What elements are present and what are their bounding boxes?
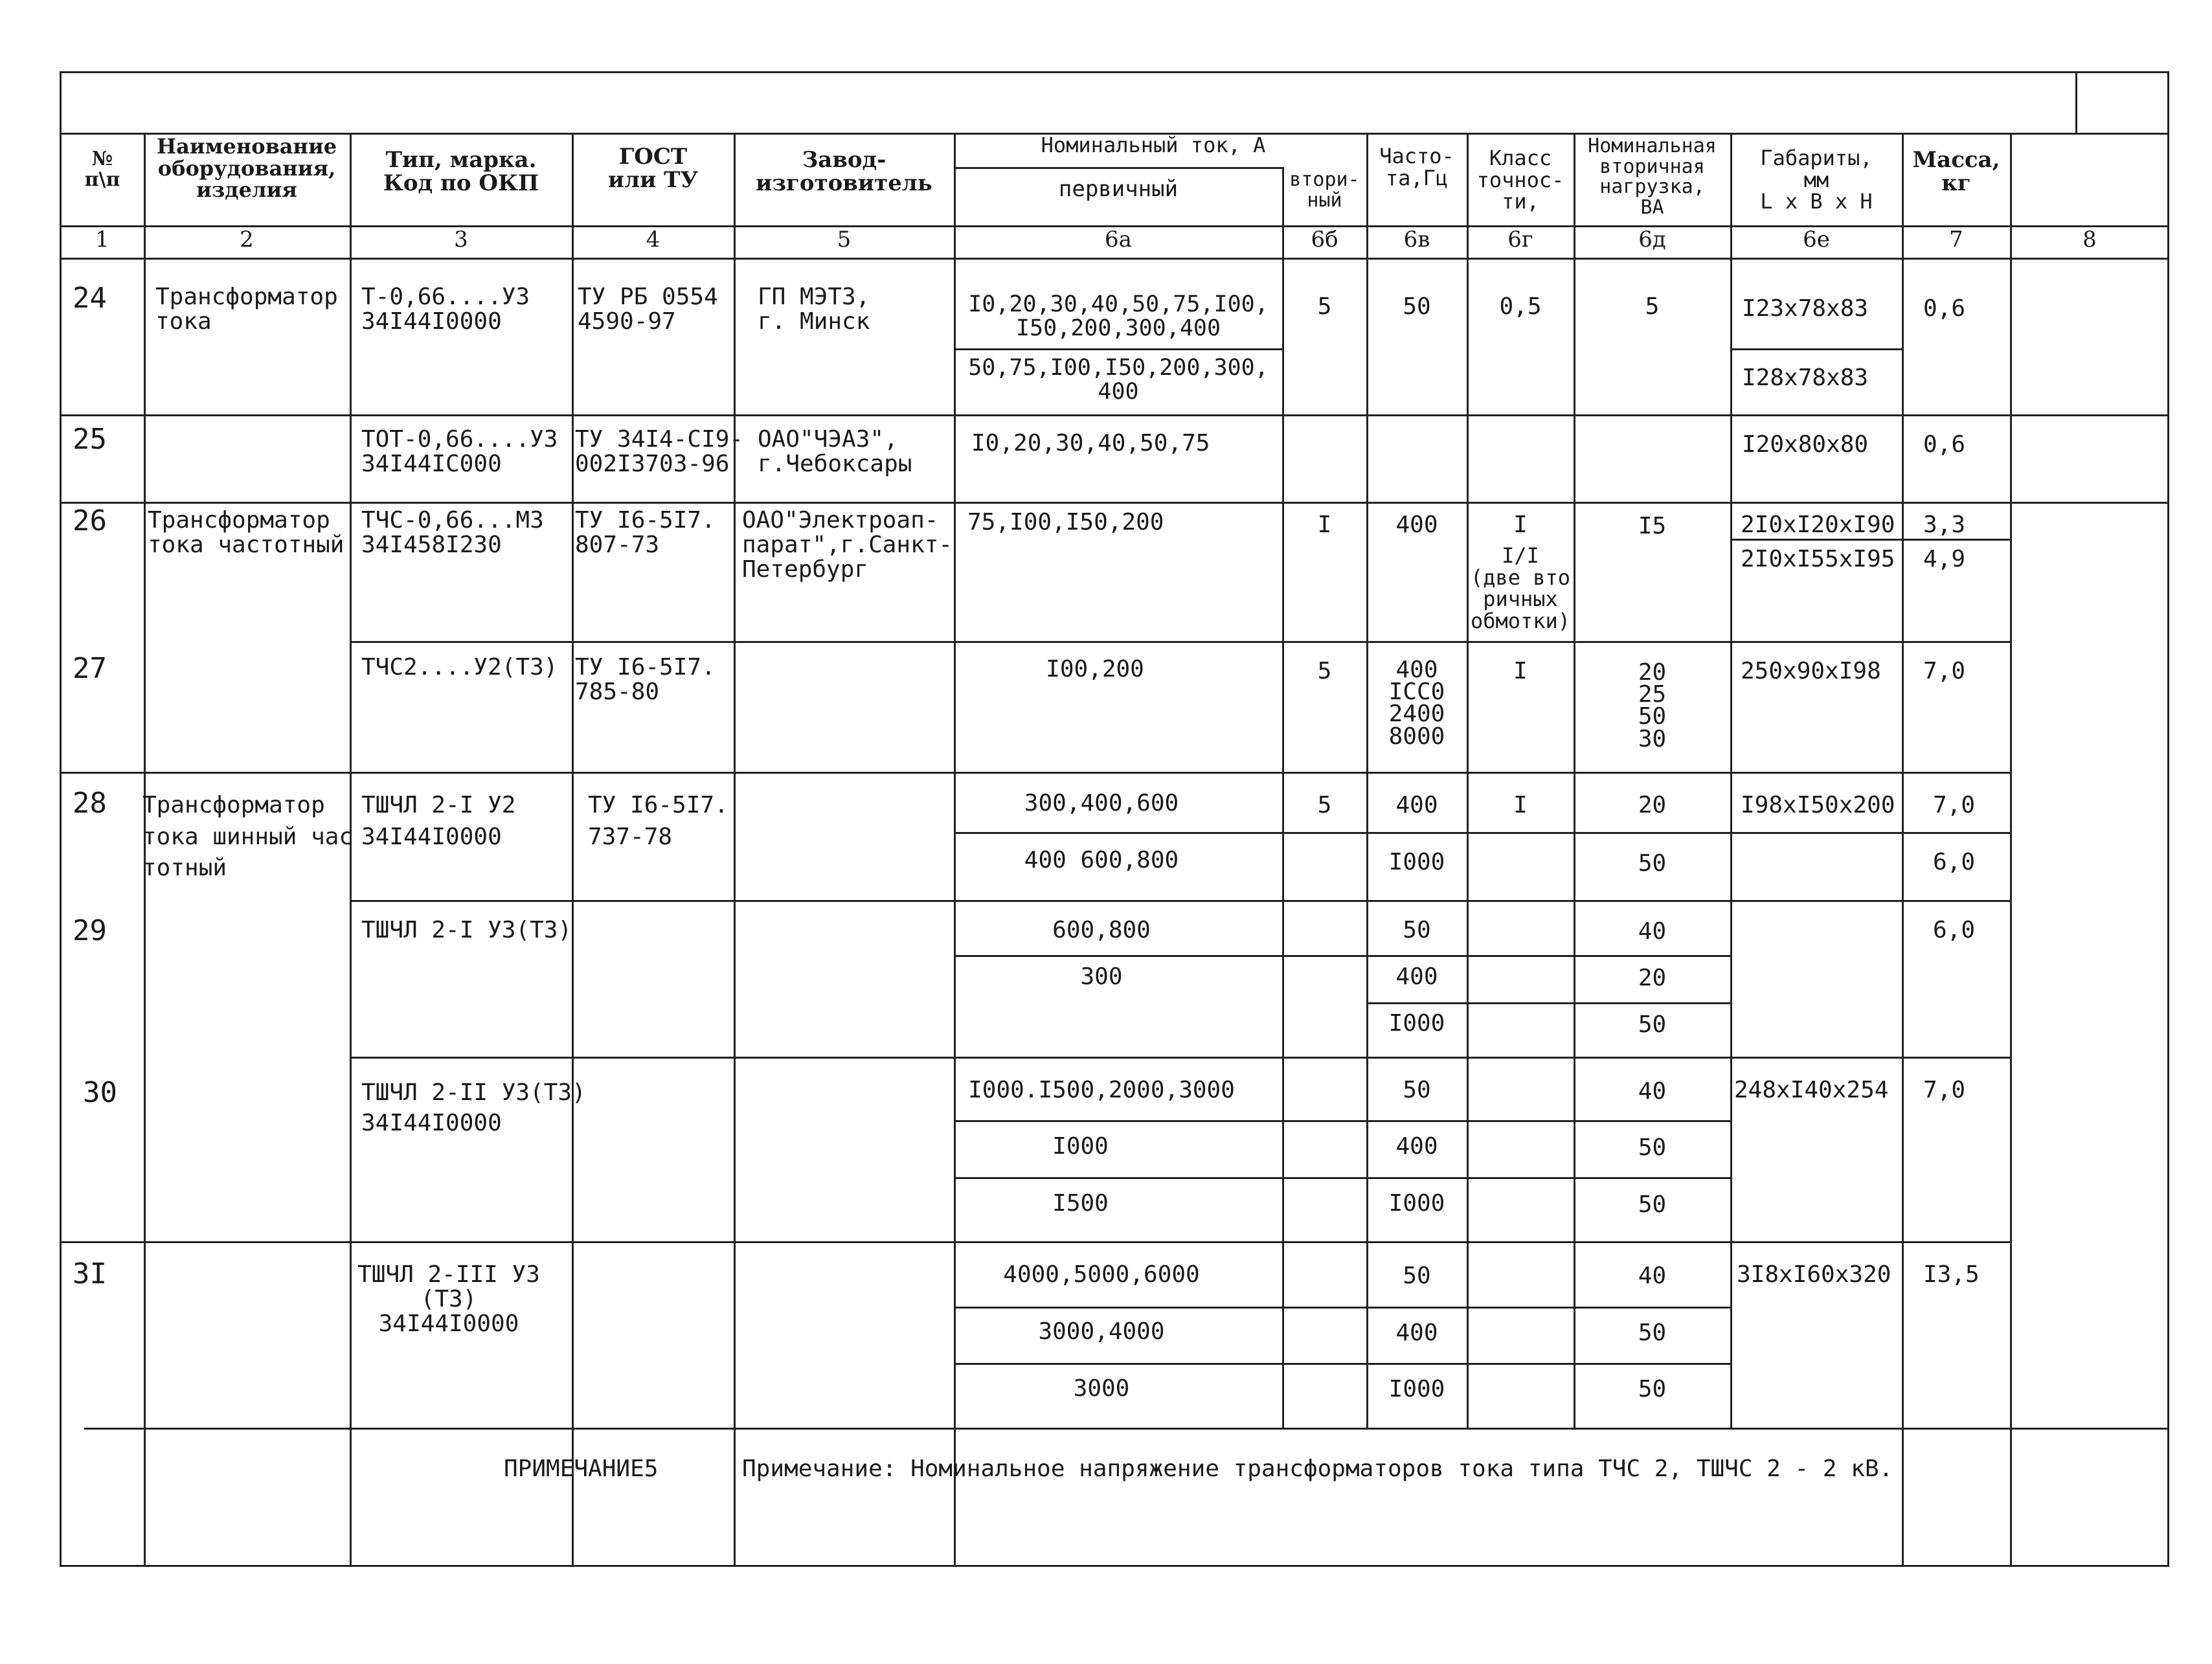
row25-dims: I20x80x80 [1742, 431, 1869, 458]
header-nominal-current: Номинальный ток, А [1041, 133, 1266, 157]
row26-maker: ОАО"Электроап- парат",г.Санкт- Петербург [742, 507, 953, 583]
row30-frequency-2: 400 [1395, 1133, 1438, 1160]
header-num: № п\п [84, 148, 120, 191]
row30-load-2: 50 [1638, 1134, 1667, 1161]
row30-top-rule [350, 1057, 2010, 1059]
row31-frequency-2: 400 [1395, 1320, 1438, 1346]
row27-gost: ТУ I6-5I7. 785-80 [575, 654, 716, 705]
row30-type: ТШЧЛ 2-II У3(Т3) 34I44I0000 [361, 1079, 586, 1136]
row29-split-rule-a [954, 955, 1730, 957]
header-accuracy-class: Класс точнос- ти, [1476, 146, 1564, 214]
colnum-6b: 6б [1311, 227, 1338, 253]
row31-mass: I3,5 [1923, 1261, 1980, 1288]
footer-note: Примечание: Номинальное напряжение трансформаторов тока типа ТЧС 2, ТШЧС 2 - 2 кВ. [742, 1456, 1893, 1482]
row31-load-3: 50 [1638, 1376, 1667, 1402]
row26-dims-2: 2I0xI55xI95 [1741, 546, 1895, 572]
row26-mass-2: 4,9 [1923, 546, 1966, 572]
row30-primary-3: I500 [1052, 1190, 1109, 1217]
row28-top-rule [60, 772, 2010, 774]
row30-split-rule-a [954, 1120, 1730, 1122]
row28-dims: I98xI50x200 [1741, 792, 1895, 818]
row30-frequency-3: I000 [1388, 1190, 1445, 1217]
row29-top-rule [350, 900, 2010, 902]
row26-frequency: 400 [1395, 512, 1438, 538]
row27-dims: 250x90xI98 [1741, 658, 1881, 684]
row24-frequency: 50 [1403, 293, 1431, 320]
title-block-rule [2075, 71, 2077, 133]
row29-mass: 6,0 [1933, 917, 1976, 943]
header-primary: первичный [1058, 176, 1179, 202]
row24-secondary: 5 [1317, 293, 1332, 320]
row30-load-1: 40 [1638, 1078, 1667, 1105]
colnum-7: 7 [1949, 227, 1963, 253]
row24-gost: ТУ РБ 0554 4590-97 [578, 284, 718, 335]
row26-load: I5 [1638, 513, 1667, 539]
row25-number: 25 [73, 423, 107, 456]
row30-load-3: 50 [1638, 1191, 1667, 1218]
colnum-6g: 6г [1507, 227, 1533, 253]
header-type: Тип, марка. Код по ОКП [383, 147, 539, 196]
colnum-2: 2 [240, 227, 254, 253]
row26-number: 26 [73, 504, 107, 537]
row28-type: ТШЧЛ 2-I У2 34I44I0000 [361, 792, 516, 850]
row29-frequency-1: 50 [1403, 917, 1431, 943]
col6b-rule [1366, 133, 1368, 1428]
row26-name: Трансформатор тока частотный [148, 507, 344, 558]
row24-primary-1: I0,20,30,40,50,75,I00, I50,200,300,400 [968, 291, 1269, 341]
row24-primary-2: 50,75,I00,I50,200,300, 400 [968, 355, 1269, 405]
row26-dims-rule [1730, 539, 2010, 541]
row24-dims-rule [1730, 348, 1902, 350]
row29-type: ТШЧЛ 2-I У3(Т3) [361, 917, 572, 943]
colnum-4: 4 [646, 227, 660, 253]
row25-gost: ТУ 34I4-CI9- 002I3703-96 [575, 426, 744, 477]
col6v-rule [1467, 133, 1469, 1428]
colnum-6e: 6е [1803, 227, 1830, 253]
header-mass: Масса, кг [1912, 147, 2000, 196]
row24-type: Т-0,66....У3 34I44I0000 [361, 284, 530, 335]
row28-split-rule [954, 832, 2010, 834]
footer-top-rule [84, 1428, 2169, 1430]
header-dimensions: Габариты, мм L x B x H [1760, 146, 1873, 214]
row27-type: ТЧС2....У2(Т3) [361, 654, 558, 680]
row27-top-rule [350, 641, 2010, 643]
row29-load-1: 40 [1638, 918, 1667, 945]
row27-number: 27 [73, 652, 107, 685]
row30-dims: 248xI40x254 [1734, 1077, 1889, 1103]
row31-dims: 3I8xI60x320 [1737, 1261, 1891, 1288]
colnum-6a: 6а [1105, 227, 1132, 253]
row26-secondary: I [1317, 512, 1332, 538]
row25-top-rule [60, 414, 2169, 416]
header-maker: Завод- изготовитель [756, 147, 932, 196]
row25-maker: ОАО"ЧЭАЗ", г.Чебоксары [758, 426, 912, 477]
row28-class: I [1513, 792, 1528, 818]
row30-mass: 7,0 [1923, 1077, 1966, 1103]
row26-dims-1: 2I0xI20xI90 [1741, 512, 1895, 538]
row31-primary-3: 3000 [1073, 1375, 1130, 1402]
colnum-5: 5 [837, 227, 852, 253]
row28-name: Трансформатор тока шинный час тотный [142, 792, 354, 882]
row28-gost: ТУ I6-5I7. 737-78 [588, 792, 728, 850]
row26-gost: ТУ I6-5I7. 807-73 [575, 507, 716, 558]
colnum-bottom-rule [60, 258, 2169, 260]
row31-type: ТШЧЛ 2-III У3 (Т3) 34I44I0000 [357, 1261, 540, 1337]
header-gost: ГОСТ или ТУ [607, 144, 699, 193]
col4-rule [734, 133, 736, 1567]
col6e-rule [1902, 133, 1904, 1567]
row29-load-2: 20 [1638, 965, 1667, 991]
row28-number: 28 [73, 787, 107, 820]
row28-primary-1: 300,400,600 [1024, 790, 1179, 816]
row24-name: Трансформатор тока [155, 284, 338, 335]
row31-load-2: 50 [1638, 1320, 1667, 1346]
row26-top-rule [60, 502, 2169, 504]
row30-primary-1: I000.I500,2000,3000 [968, 1077, 1235, 1103]
row27-mass: 7,0 [1923, 658, 1966, 684]
row24-class: 0,5 [1499, 293, 1542, 320]
row27-load: 20 25 50 30 [1638, 659, 1667, 752]
colnum-8: 8 [2082, 227, 2097, 253]
row31-split-rule-b [954, 1363, 1730, 1365]
row24-split-rule [954, 348, 1282, 350]
col3-rule [572, 133, 574, 1567]
row28-mass-1: 7,0 [1933, 792, 1976, 818]
header-secondary-load: Номинальная вторичная нагрузка, ВА [1588, 135, 1717, 219]
row29-primary-2: 300 [1080, 963, 1123, 990]
row31-load-1: 40 [1638, 1263, 1667, 1289]
row29-primary-1: 600,800 [1052, 917, 1151, 943]
header-equipment-name: Наименование оборудования, изделия [156, 134, 337, 203]
row29-load-3: 50 [1638, 1011, 1667, 1038]
row28-load-2: 50 [1638, 850, 1667, 877]
col7-rule [2010, 133, 2012, 1567]
row30-primary-2: I000 [1052, 1133, 1109, 1160]
row31-top-rule [60, 1241, 2010, 1243]
row27-class: I [1513, 658, 1528, 684]
row31-primary-1: 4000,5000,6000 [1003, 1261, 1200, 1288]
row27-frequency: 400 ICC0 2400 8000 [1388, 657, 1445, 750]
row26-mass-1: 3,3 [1923, 512, 1966, 538]
row27-secondary: 5 [1317, 658, 1332, 684]
row24-maker: ГП МЭТЗ, г. Минск [758, 284, 870, 335]
row29-frequency-2: 400 [1395, 963, 1438, 990]
row24-dims-2: I28x78x83 [1742, 365, 1869, 391]
nominal-current-rule [954, 167, 1282, 169]
col6d-rule [1730, 133, 1732, 1428]
row25-mass: 0,6 [1923, 431, 1966, 458]
row29-frequency-3: I000 [1388, 1010, 1445, 1037]
colnum-1: 1 [95, 227, 109, 253]
colnum-6v: 6в [1403, 227, 1430, 253]
col6g-rule [1574, 133, 1575, 1428]
row24-mass: 0,6 [1923, 295, 1966, 322]
row24-dims-1: I23x78x83 [1742, 295, 1869, 322]
row28-secondary: 5 [1317, 792, 1332, 818]
header-secondary: втори- ный [1289, 168, 1360, 212]
colnum-3: 3 [454, 227, 468, 253]
row31-split-rule-a [954, 1307, 1730, 1309]
row27-primary: I00,200 [1046, 656, 1144, 682]
row25-type: ТОТ-0,66....У3 34I44IC000 [361, 426, 558, 477]
row28-primary-2: 400 600,800 [1024, 847, 1179, 873]
row31-number: 3I [73, 1257, 107, 1290]
row28-mass-2: 6,0 [1933, 849, 1976, 875]
row26-class-2: I/I (две вто ричных обмотки) [1470, 543, 1571, 633]
row28-load-1: 20 [1638, 792, 1667, 818]
colnum-6d: 6д [1638, 227, 1666, 253]
row25-primary: I0,20,30,40,50,75 [971, 430, 1210, 456]
row31-primary-2: 3000,4000 [1038, 1318, 1165, 1345]
row26-type: ТЧС-0,66...М3 34I458I230 [361, 507, 544, 558]
row29-number: 29 [73, 914, 107, 947]
row24-number: 24 [73, 282, 107, 315]
row28-frequency-1: 400 [1395, 792, 1438, 818]
row31-frequency-1: 50 [1403, 1263, 1431, 1289]
row30-number: 30 [83, 1076, 117, 1109]
row31-frequency-3: I000 [1388, 1376, 1445, 1402]
row26-primary: 75,I00,I50,200 [967, 509, 1164, 535]
row30-frequency-1: 50 [1403, 1077, 1431, 1103]
row28-frequency-2: I000 [1388, 849, 1445, 875]
row29-split-rule-b [1366, 1002, 1730, 1004]
header-frequency: Часто- та,Гц [1379, 144, 1454, 190]
row30-split-rule-b [954, 1177, 1730, 1179]
row26-class-1: I [1513, 512, 1528, 538]
footer-label: ПРИМЕЧАНИЕ5 [504, 1456, 659, 1482]
row24-load: 5 [1645, 293, 1660, 320]
